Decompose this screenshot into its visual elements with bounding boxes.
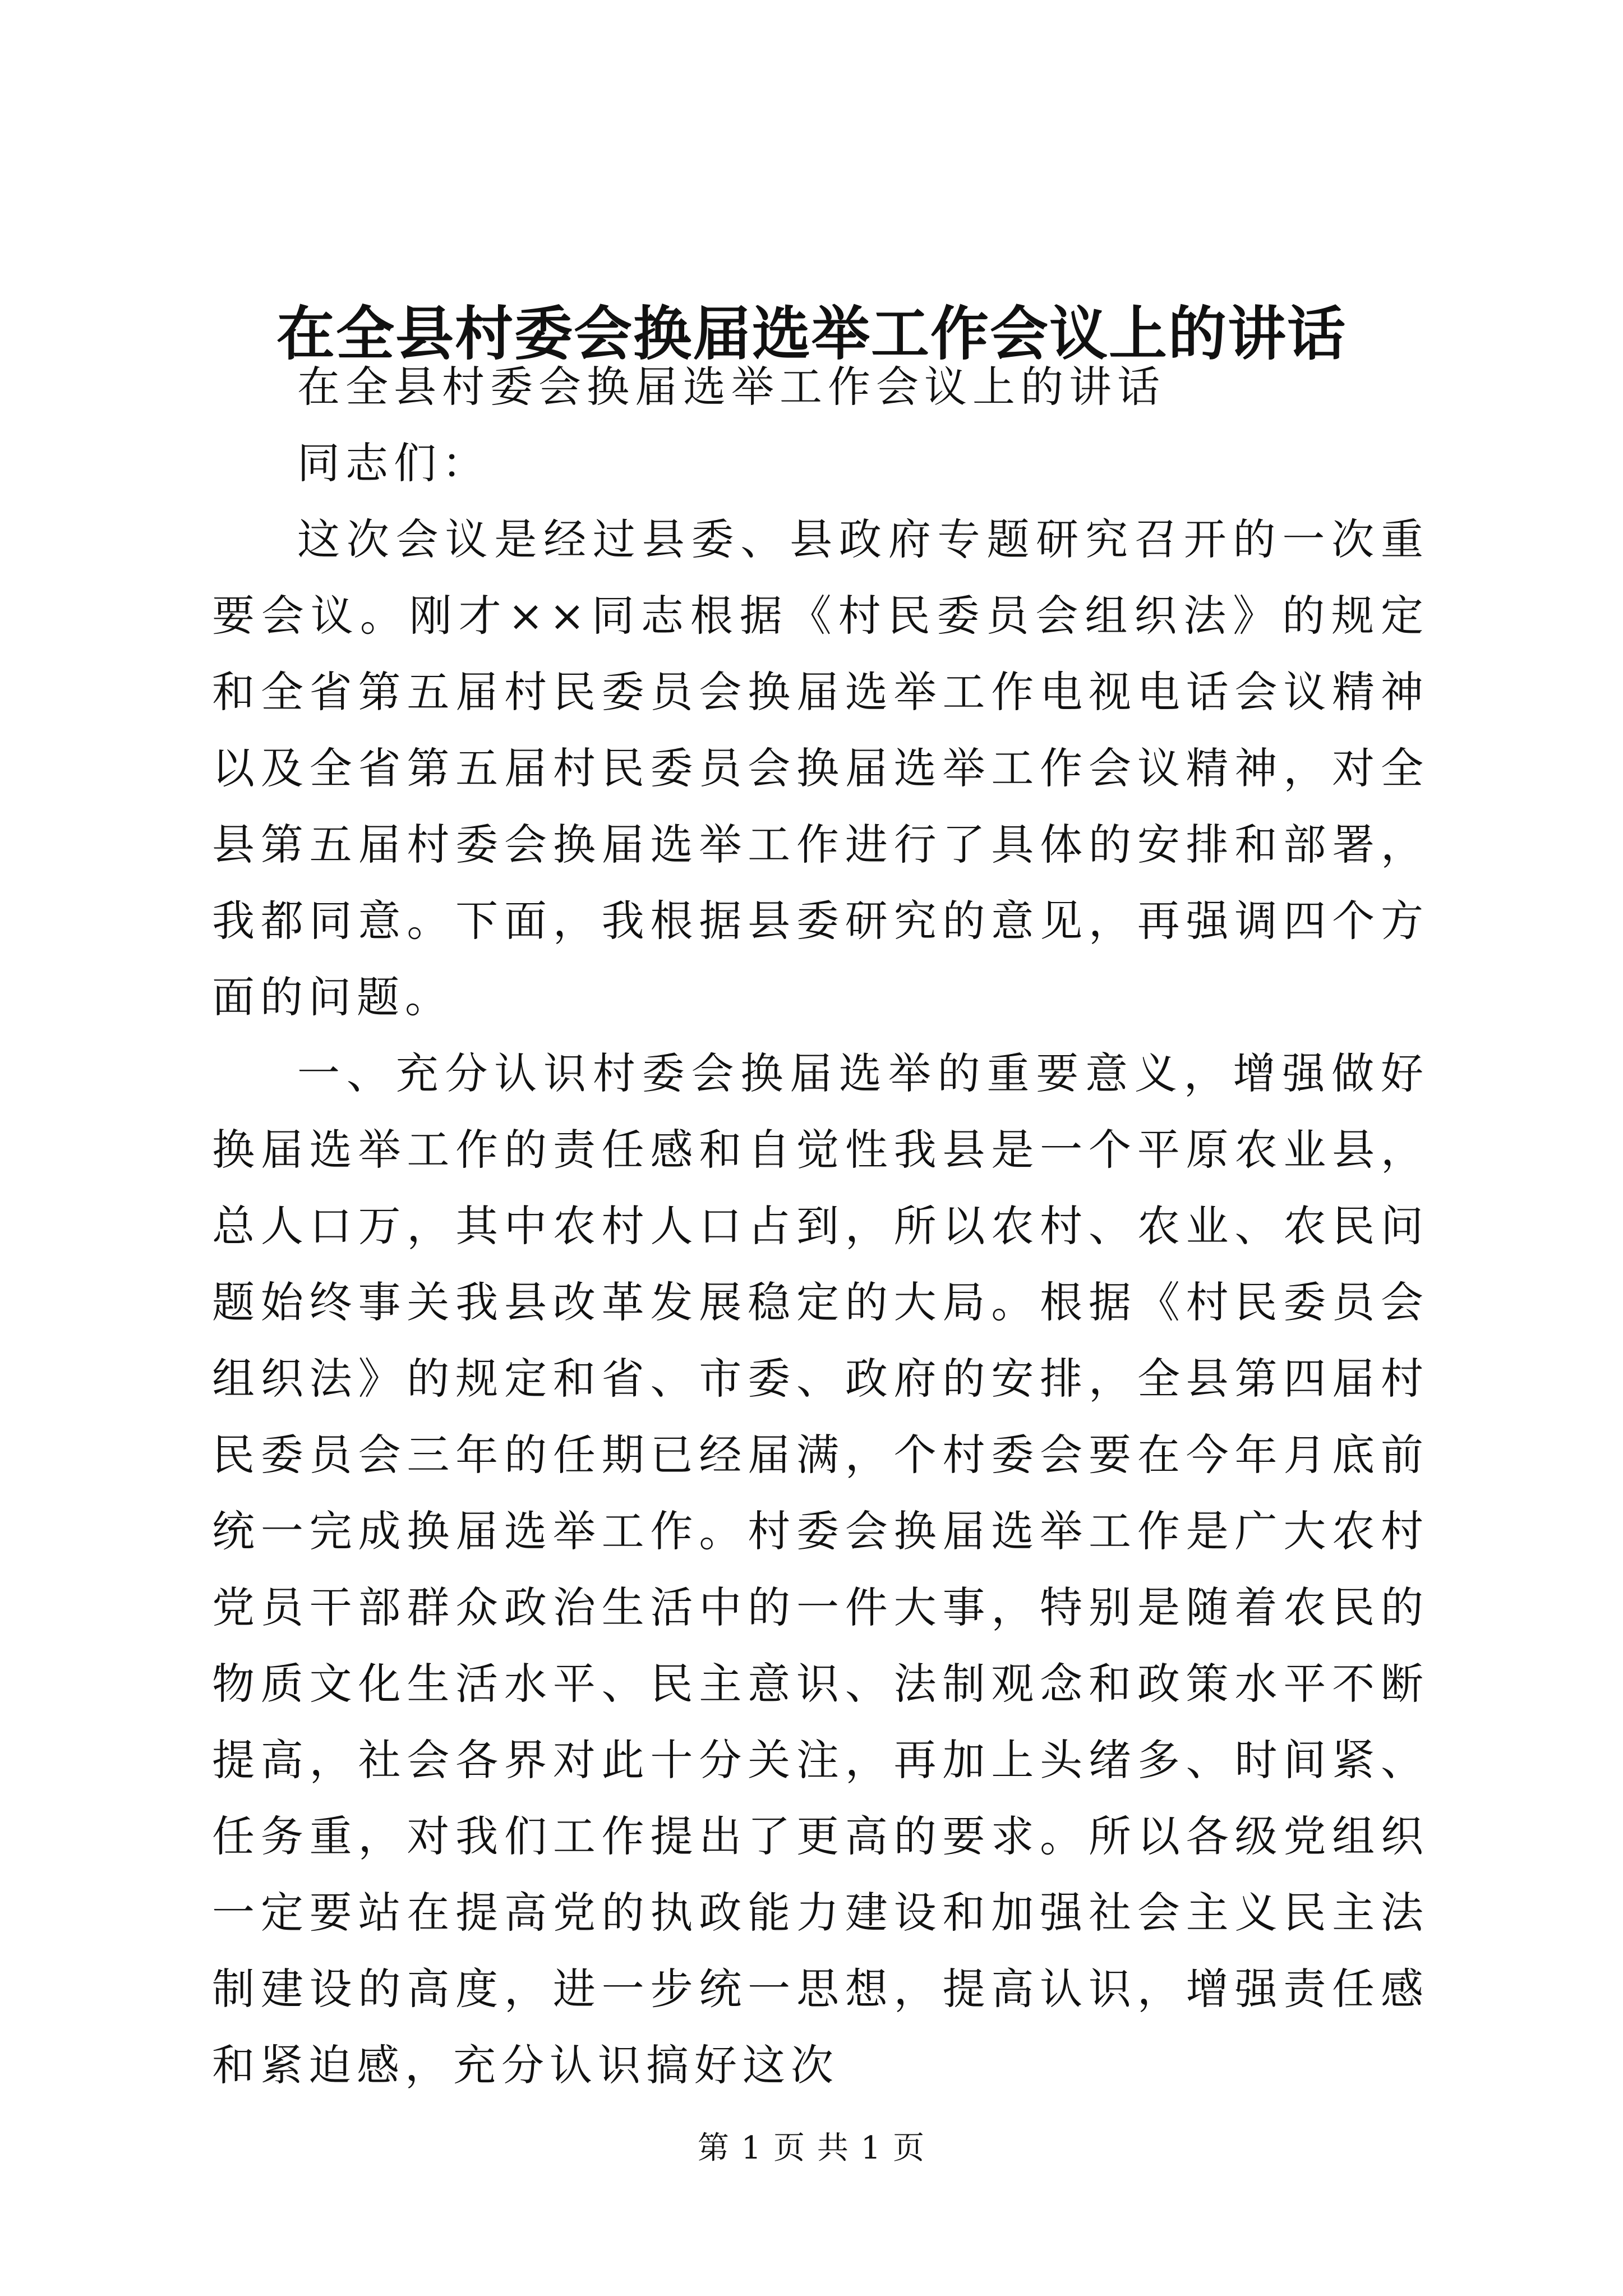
paragraph-section-one: 一、充分认识村委会换届选举的重要意义，增强做好换届选举工作的责任感和自觉性我县是一个平原农业县，总人口万，其中农村人口占到，所以农村、农业、农民问题始终事关我县改革发展稳定的大局。根据《村民委员会组织法》的规定和省、市委、政府的安排，全县第四届村民委员会三年的任期已经届满，个村委会要在今年月底前统一完成换届选举工作。村委会换届选举工作是广大农村党员干部群众政治生活中的一件大事，特别是随着农民的物质文化生活水平、民主意识、法制观念和政策水平不断提高，社会各界对此十分关注，再加上头绪多、时间紧、任务重，对我们工作提出了更高的要求。所以各级党组织一定要站在提高党的执政能力建设和加强社会主义民主法制建设的高度，进一步统一思想，提高认识，增强责任感和紧迫感，充分认识搞好这次 (212, 1048, 1429, 2090)
document-title: 在全县村委会换届选举工作会议上的讲话 (276, 299, 1347, 368)
paragraph-subtitle: 在全县村委会换届选举工作会议上的讲话 (297, 362, 1165, 412)
paragraph-salutation: 同志们： (297, 438, 490, 488)
paragraph-intro: 这次会议是经过县委、县政府专题研究召开的一次重要会议。刚才××同志根据《村民委员会组织法》的规定和全省第五届村民委员会换届选举工作电视电话会议精神以及全省第五届村民委员会换届选举工作会议精神，对全县第五届村委会换届选举工作进行了具体的安排和部署，我都同意。下面，我根据县委研究的意见，再强调四个方面的问题。 (212, 514, 1429, 1022)
document-body (212, 349, 1429, 2104)
page-footer: 第 1 页 共 1 页 (697, 2130, 926, 2166)
